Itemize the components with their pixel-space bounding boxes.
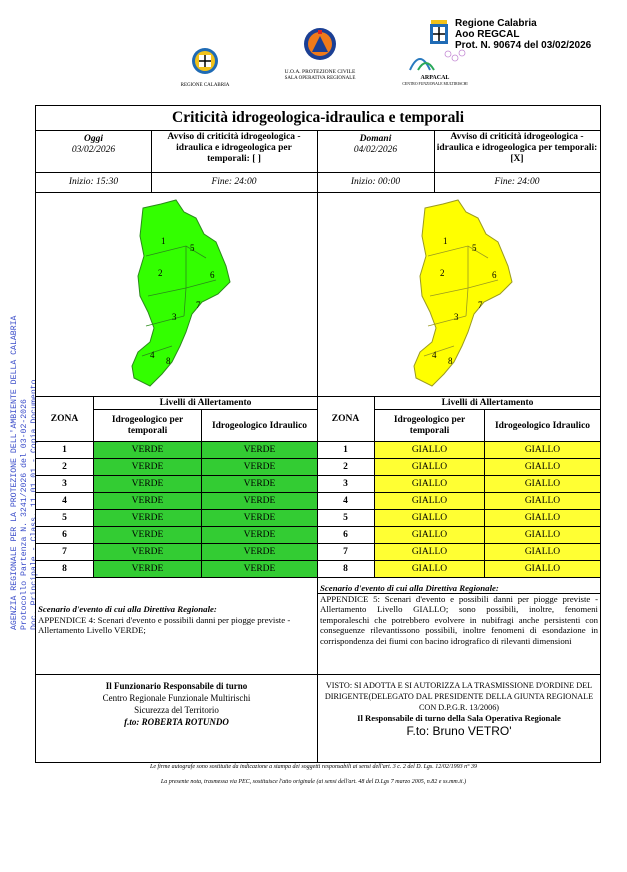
today-avviso: Avviso di criticità idrogeologica - idraulica e idrogeologica per temporali: [ ] [167,132,301,164]
arpacal-logo-sub: CENTRO FUNZIONALE MULTIRISCHI [402,82,468,86]
today-end: Fine: 24:00 [211,177,257,187]
tomorrow-zone-7: 7 [478,300,483,310]
today-zona-7: 7 [36,544,94,561]
signature-left-line1: Il Funzionario Responsabile di turno [105,681,248,691]
signature-left-line4: f.to: ROBERTA ROTUNDO [124,717,229,727]
footer-line2: La presente nota, trasmessa via PEC, sostituisce l'atto originale (ai sensi dell'art. 48 del D.Lgs 7 marzo 2005, n.82 e ss.mm.ii.) [160,779,467,785]
signature-left [36,680,317,728]
signature-right-line1: VISTO: SI ADOTTA E SI AUTORIZZA LA TRASMISSIONE D'ORDINE DEL DIRIGENTE(DELEGATO DAL PRESIDENTE DELLA GIUNTA REGIONALE CON D.P.G.R. 13/2006) [324,681,594,712]
today-col1-header: Idrogeologico per temporali [94,410,202,442]
protocol-crest-icon [428,20,450,52]
tomorrow-temporali-3: GIALLO [375,476,485,493]
today-calabria-map [106,196,246,396]
protocol-stamp [455,18,591,51]
tomorrow-zone-2: 2 [440,268,445,278]
signature-right-line2: Il Responsabile di turno della Sala Operativa Regionale [357,713,561,723]
tomorrow-idraulico-4: GIALLO [485,493,600,510]
tomorrow-zone-1: 1 [443,236,448,246]
protocol-line1: Regione Calabria [455,18,537,29]
margin-stamp-line2: Protocollo Partenza N. 3241/2026 del 03-02-2026 [20,399,29,630]
tomorrow-zona-4: 4 [317,493,375,510]
signature-right-line3: F.to: Bruno VETRO' [406,724,512,738]
today-zone-8: 8 [166,356,171,366]
tomorrow-temporali-5: GIALLO [375,510,485,527]
protocol-line3: Prot. N. 90674 del 03/02/2026 [455,40,592,51]
today-zone-6: 6 [210,270,215,280]
tomorrow-temporali-4: GIALLO [375,493,485,510]
today-temporali-7: VERDE [94,544,202,561]
protezione-logo-line1: U.O.A. PROTEZIONE CIVILE [284,69,356,75]
regione-calabria-logo [175,46,235,89]
today-date: 03/02/2026 [71,145,116,155]
today-start: Inizio: 15:30 [68,177,119,187]
today-idraulico-8: VERDE [202,561,317,578]
tomorrow-col1-header: Idrogeologico per temporali [375,410,485,442]
tomorrow-date: 04/02/2026 [353,145,398,155]
today-label-block [36,134,151,156]
tomorrow-livelli-header: Livelli di Allertamento [375,396,600,410]
tomorrow-zona-7: 7 [317,544,375,561]
tomorrow-end: Fine: 24:00 [494,177,540,187]
protezione-civile-logo [275,26,365,82]
tomorrow-zona-8: 8 [317,561,375,578]
footer-line1: Le firme autografe sono sostituite da indicazione a stampa dei soggetti responsabili ai sensi dell'art. 3 c. 2 del D. Lgs. 12/02/1993 n° 39 [150,764,477,770]
today-idraulico-1: VERDE [202,442,317,459]
today-table [36,396,317,576]
margin-stamp-line1: AGENZIA REGIONALE PER LA PROTEZIONE DELL'AMBIENTE DELLA CALABRIA [10,315,19,630]
protocol-crest [428,20,450,57]
protezione-logo-line2: SALA OPERATIVA REGIONALE [284,75,356,81]
tomorrow-table [317,396,600,576]
today-zona-1: 1 [36,442,94,459]
bulletin-title: Criticità idrogeologica-idraulica e temporali [36,106,600,131]
calabria-logo-text: REGIONE CALABRIA [180,83,230,88]
tomorrow-zona-header: ZONA [317,396,375,442]
tomorrow-idraulico-3: GIALLO [485,476,600,493]
tomorrow-scenario-text: APPENDICE 5: Scenari d'evento e possibili danni per piogge previste - Allertamento Livello GIALLO; sono possibili, inoltre, fenomeni temporaleschi che potrebbero evolvere in nubifragi anche persistenti con conseguenze rilevantissono possibili, inoltre fenomeni di esondazione in corrispondenza dei fiumi con bacino idrografico di rilevanti dimensioni [320,593,598,646]
tomorrow-map [388,196,528,396]
signature-left-line3: Sicurezza del Territorio [134,705,219,715]
today-label: Oggi [84,134,103,144]
tomorrow-temporali-2: GIALLO [375,459,485,476]
tomorrow-idraulico-5: GIALLO [485,510,600,527]
tomorrow-temporali-6: GIALLO [375,527,485,544]
tomorrow-start: Inizio: 00:00 [350,177,401,187]
tomorrow-col2-header: Idrogeologico Idraulico [485,410,600,442]
today-zona-6: 6 [36,527,94,544]
today-temporali-5: VERDE [94,510,202,527]
tomorrow-zona-3: 3 [317,476,375,493]
signature-right [320,680,598,738]
tomorrow-zona-2: 2 [317,459,375,476]
tomorrow-zona-1: 1 [317,442,375,459]
tomorrow-temporali-1: GIALLO [375,442,485,459]
tomorrow-temporali-8: GIALLO [375,561,485,578]
bulletin-frame [35,105,601,763]
today-scenario-text: APPENDICE 4: Scenari d'evento e possibili danni per piogge previste - Allertamento Livello VERDE; [38,614,291,635]
today-zone-4: 4 [150,350,155,360]
tomorrow-idraulico-6: GIALLO [485,527,600,544]
today-temporali-8: VERDE [94,561,202,578]
today-zona-5: 5 [36,510,94,527]
tomorrow-idraulico-1: GIALLO [485,442,600,459]
protezione-civile-emblem-icon [302,26,338,66]
today-scenario [38,604,316,636]
today-zona-4: 4 [36,493,94,510]
margin-stamp-line3: Doc. Principale - Class. 11.01.01 - Copia Documento [30,379,39,630]
calabria-crest-icon [190,46,220,80]
tomorrow-zona-6: 6 [317,527,375,544]
tomorrow-avviso: Avviso di criticità idrogeologica - idraulica e idrogeologica per temporali: [X] [436,132,598,164]
tomorrow-label-block [317,134,434,156]
today-zona-3: 3 [36,476,94,493]
protocol-line2: Aoo REGCAL [455,29,520,40]
today-zone-7: 7 [196,300,201,310]
today-zona-8: 8 [36,561,94,578]
tomorrow-zone-3: 3 [454,312,459,322]
tomorrow-zona-5: 5 [317,510,375,527]
arpacal-logo-text: ARPACAL [420,75,450,81]
tomorrow-calabria-map [388,196,528,396]
today-zone-3: 3 [172,312,177,322]
today-idraulico-5: VERDE [202,510,317,527]
today-map [106,196,246,396]
tomorrow-idraulico-8: GIALLO [485,561,600,578]
today-idraulico-2: VERDE [202,459,317,476]
today-zona-header: ZONA [36,396,94,442]
tomorrow-idraulico-2: GIALLO [485,459,600,476]
today-idraulico-3: VERDE [202,476,317,493]
today-temporali-1: VERDE [94,442,202,459]
today-idraulico-6: VERDE [202,527,317,544]
today-temporali-4: VERDE [94,493,202,510]
tomorrow-idraulico-7: GIALLO [485,544,600,561]
today-zone-1: 1 [161,236,166,246]
signature-left-line2: Centro Regionale Funzionale Multirischi [102,693,251,703]
today-col2-header: Idrogeologico Idraulico [202,410,317,442]
today-idraulico-4: VERDE [202,493,317,510]
today-temporali-6: VERDE [94,527,202,544]
today-zone-5: 5 [190,243,195,253]
today-zone-2: 2 [158,268,163,278]
today-scenario-heading: Scenario d'evento di cui alla Direttiva Regionale: [38,604,217,614]
tomorrow-scenario-heading: Scenario d'evento di cui alla Direttiva Regionale: [320,583,499,593]
tomorrow-zone-8: 8 [448,356,453,366]
today-zona-2: 2 [36,459,94,476]
tomorrow-temporali-7: GIALLO [375,544,485,561]
today-idraulico-7: VERDE [202,544,317,561]
tomorrow-zone-6: 6 [492,270,497,280]
tomorrow-zone-5: 5 [472,243,477,253]
today-temporali-3: VERDE [94,476,202,493]
tomorrow-zone-4: 4 [432,350,437,360]
tomorrow-label: Domani [359,134,392,144]
today-livelli-header: Livelli di Allertamento [94,396,317,410]
today-temporali-2: VERDE [94,459,202,476]
